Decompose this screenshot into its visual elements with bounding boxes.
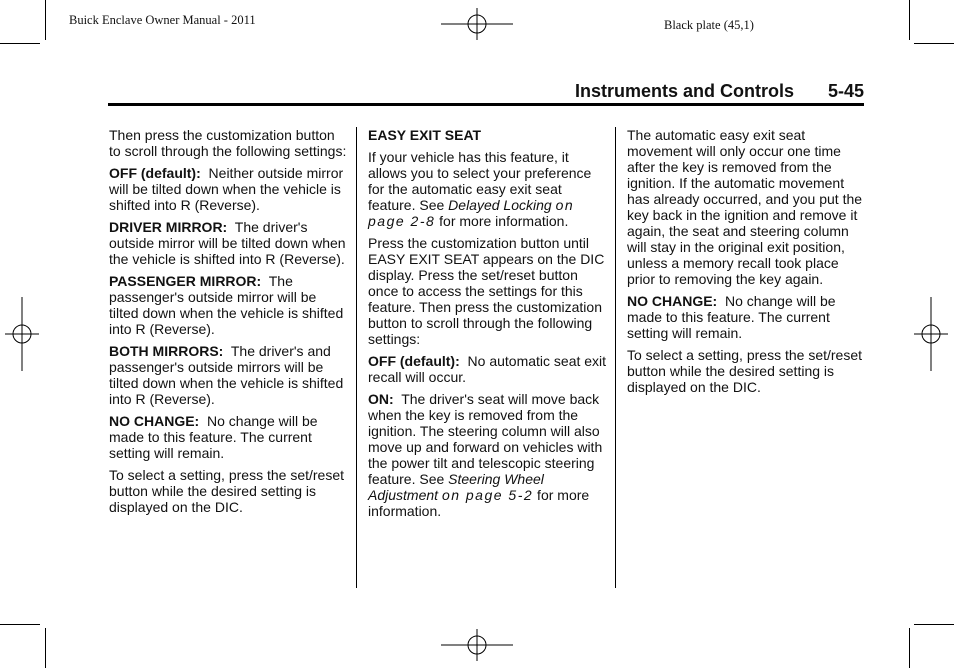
manual-title: Buick Enclave Owner Manual - 2011 — [69, 13, 256, 27]
cross-reference-page[interactable]: on page 2-8 — [368, 197, 575, 229]
crop-mark — [909, 0, 910, 40]
option-text: No automatic seat exit recall will occur. — [368, 353, 607, 385]
crop-mark — [45, 628, 46, 668]
option-text: The passenger's outside mirror will be tilted down when the vehicle is shifted into R (Reverse). — [109, 273, 344, 337]
select-instruction: To select a setting, press the set/reset button while the desired setting is displayed on the DIC. — [109, 467, 345, 515]
option-driver-mirror — [109, 219, 349, 267]
option-passenger-mirror — [109, 273, 349, 337]
crop-mark — [0, 624, 40, 625]
option-label: OFF (default): — [368, 353, 460, 369]
customization-paragraph: Press the customization button until EASY EXIT SEAT appears on the DIC display. Press the set/reset button once to access the settings for this feature. Then press the customization button to scroll through the following settings: — [368, 235, 605, 347]
paragraph-text: for more information. — [435, 213, 569, 229]
column-3 — [627, 127, 863, 401]
easy-exit-intro — [368, 149, 608, 229]
option-off — [109, 165, 349, 213]
registration-mark-icon — [441, 8, 513, 40]
option-label: PASSENGER MIRROR: — [109, 273, 262, 289]
option-label: NO CHANGE: — [627, 293, 718, 309]
section-title: Instruments and Controls — [574, 81, 794, 101]
select-instruction: To select a setting, press the set/reset button while the desired setting is displayed on the DIC. — [627, 347, 863, 395]
option-text: No change will be made to this feature. The current setting will remain. — [627, 293, 836, 341]
option-text: No change will be made to this feature. The current setting will remain. — [109, 413, 318, 461]
option-no-change — [109, 413, 349, 461]
paragraph-text: If your vehicle has this feature, it allows you to select your preference for the automatic easy exit seat feature. See — [368, 149, 592, 213]
option-label: NO CHANGE: — [109, 413, 200, 429]
crop-mark — [0, 43, 40, 44]
registration-mark-icon — [441, 629, 513, 661]
plate-label: Black plate (45,1) — [664, 18, 754, 32]
registration-mark-icon — [914, 297, 948, 371]
intro-paragraph: Then press the customization button to scroll through the following settings: — [109, 127, 347, 159]
option-text: The driver's seat will move back when the key is removed from the ignition. The steering column will also move up and forward on vehicles with the power tilt and telescopic steering feature. See — [368, 391, 603, 487]
cross-reference-link[interactable]: Steering Wheel Adjustment — [368, 471, 544, 503]
cross-reference-page[interactable]: on page 5-2 — [441, 487, 534, 503]
column-1 — [109, 127, 349, 521]
column-divider — [615, 127, 616, 588]
option-text: The driver's outside mirror will be tilted down when the vehicle is shifted into R (Reverse). — [109, 219, 346, 267]
crop-mark — [914, 624, 954, 625]
option-on — [368, 391, 608, 519]
movement-paragraph: The automatic easy exit seat movement will only occur one time after the key is removed from the ignition. If the automatic movement has already occurred, and you put the key back in the ignition and remove it again, the seat and steering column will stay in the original exit position, unless a memory recall took place prior to removing the key again. — [627, 127, 863, 287]
option-no-change — [627, 293, 863, 341]
crop-mark — [45, 0, 46, 40]
crop-mark — [914, 43, 954, 44]
option-both-mirrors — [109, 343, 349, 407]
option-label: ON: — [368, 391, 394, 407]
option-text: The driver's and passenger's outside mirrors will be tilted down when the vehicle is shifted into R (Reverse). — [109, 343, 344, 407]
crop-mark — [909, 628, 910, 668]
option-label: BOTH MIRRORS: — [109, 343, 224, 359]
registration-mark-icon — [5, 297, 39, 371]
cross-reference-link[interactable]: Delayed Locking — [448, 197, 552, 213]
option-label: DRIVER MIRROR: — [109, 219, 228, 235]
page-number: 5-45 — [827, 81, 864, 101]
subsection-heading: EASY EXIT SEAT — [368, 127, 482, 143]
column-2 — [368, 127, 608, 525]
section-header — [108, 81, 864, 106]
paragraph-text: for more information. — [368, 487, 590, 519]
column-divider — [356, 127, 357, 588]
option-text: Neither outside mirror will be tilted down when the vehicle is shifted into R (Reverse). — [109, 165, 344, 213]
option-off — [368, 353, 608, 385]
option-label: OFF (default): — [109, 165, 201, 181]
